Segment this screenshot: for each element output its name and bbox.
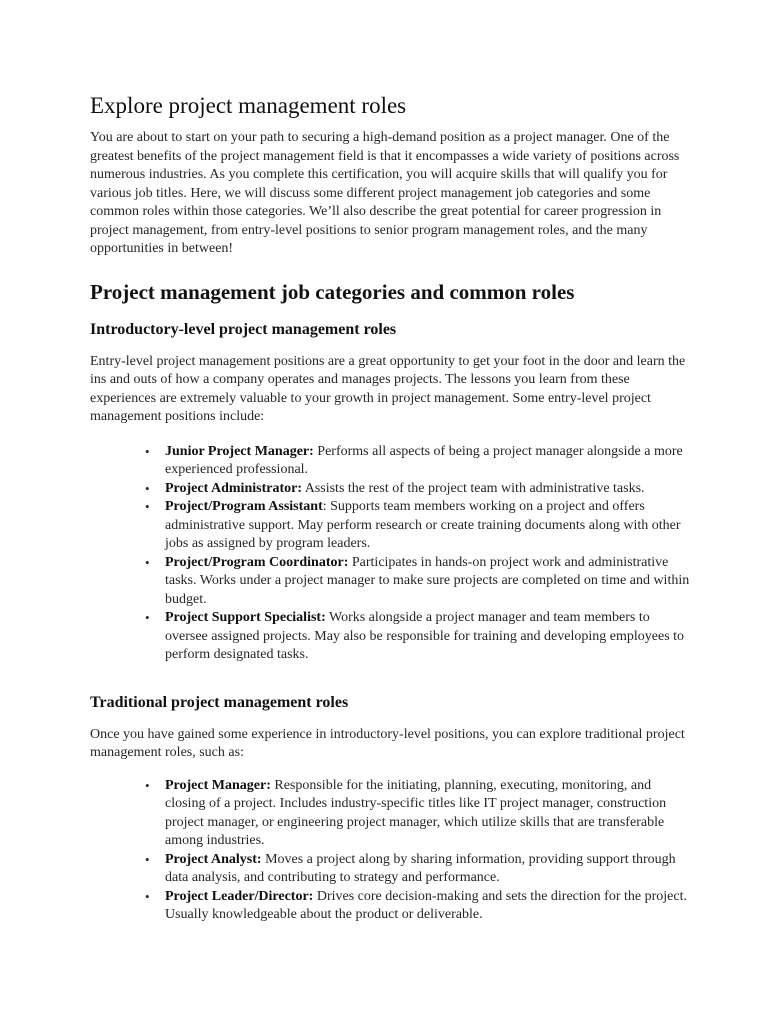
role-term: Project Leader/Director: xyxy=(165,888,314,904)
bullet-icon: • xyxy=(145,554,150,570)
list-item xyxy=(145,777,690,851)
list-item xyxy=(145,888,690,925)
list-item xyxy=(145,498,690,554)
role-term: Project Administrator: xyxy=(165,480,302,496)
role-term: Project Manager: xyxy=(165,777,271,793)
role-description: Participates in hands-on project work and administrative tasks. Works under a project manager to make sure projects are completed on time and within budget. xyxy=(165,554,690,607)
role-description: : Supports team members working on a project and offers administrative support. May perform research or create training documents along with other jobs as assigned by program leaders. xyxy=(165,499,681,551)
role-term: Project Analyst: xyxy=(165,851,262,867)
introductory-paragraph: Entry-level project management positions are a great opportunity to get your foot in the door and learn the ins and outs of how a company operates and manages projects. The lessons you learn from these experiences are extremely valuable to your growth in project management. Some entry-level project management positions include: xyxy=(90,353,686,424)
role-term: Junior Project Manager: xyxy=(165,443,314,459)
role-term: Project Support Specialist: xyxy=(165,610,326,625)
role-description: Drives core decision-making and sets the direction for the project. Usually knowledgeable about the product or deliverable. xyxy=(165,888,687,922)
list-item xyxy=(145,851,690,888)
bullet-icon: • xyxy=(145,888,150,904)
role-description: Performs all aspects of being a project manager alongside a more experienced professional. xyxy=(165,443,683,477)
list-item xyxy=(145,480,690,499)
traditional-paragraph: Once you have gained some experience in introductory-level positions, you can explore traditional project management roles, such as: xyxy=(90,726,685,760)
bullet-icon: • xyxy=(145,777,150,793)
bullet-icon: • xyxy=(145,499,150,514)
document-page xyxy=(90,92,690,925)
traditional-roles-list xyxy=(90,777,690,925)
introductory-heading: Introductory-level project management roles xyxy=(90,320,397,338)
traditional-heading: Traditional project management roles xyxy=(90,693,349,711)
bullet-icon: • xyxy=(145,480,150,496)
list-item xyxy=(145,554,690,610)
bullet-icon: • xyxy=(145,610,150,625)
intro-paragraph: You are about to start on your path to securing a high-demand position as a project manager. One of the greatest benefits of the project management field is that it encompasses a wide variety of positions across numerous industries. As you complete this certification, you will acquire skills that will qualify you for various job titles. Here, we will discuss some different project management job categories and some common roles within those categories. We’ll also describe the great potential for career progression in project management, from entry-level positions to senior program management roles, and the many opportunities in between! xyxy=(90,130,680,256)
bullet-icon: • xyxy=(145,851,150,867)
role-term: Project/Program Assistant xyxy=(165,499,323,514)
role-description: Works alongside a project manager and team members to oversee assigned projects. May also be responsible for training and developing employees to perform designated tasks. xyxy=(165,610,685,662)
page-title: Explore project management roles xyxy=(90,93,407,118)
bullet-icon: • xyxy=(145,443,150,459)
role-description: Moves a project along by sharing information, providing support through data analysis, and contributing to strategy and performance. xyxy=(165,851,676,885)
role-description: Responsible for the initiating, planning, executing, monitoring, and closing of a project. Includes industry-specific titles like IT project manager, construction project manager, or engineering project manager, which utilize skills that are transferable among industries. xyxy=(165,777,667,848)
list-item xyxy=(145,609,690,665)
role-description: Assists the rest of the project team with administrative tasks. xyxy=(301,480,645,496)
role-term: Project/Program Coordinator: xyxy=(165,554,349,570)
section-heading: Project management job categories and common roles xyxy=(90,279,575,304)
introductory-roles-list xyxy=(90,443,690,665)
list-item xyxy=(145,443,690,480)
